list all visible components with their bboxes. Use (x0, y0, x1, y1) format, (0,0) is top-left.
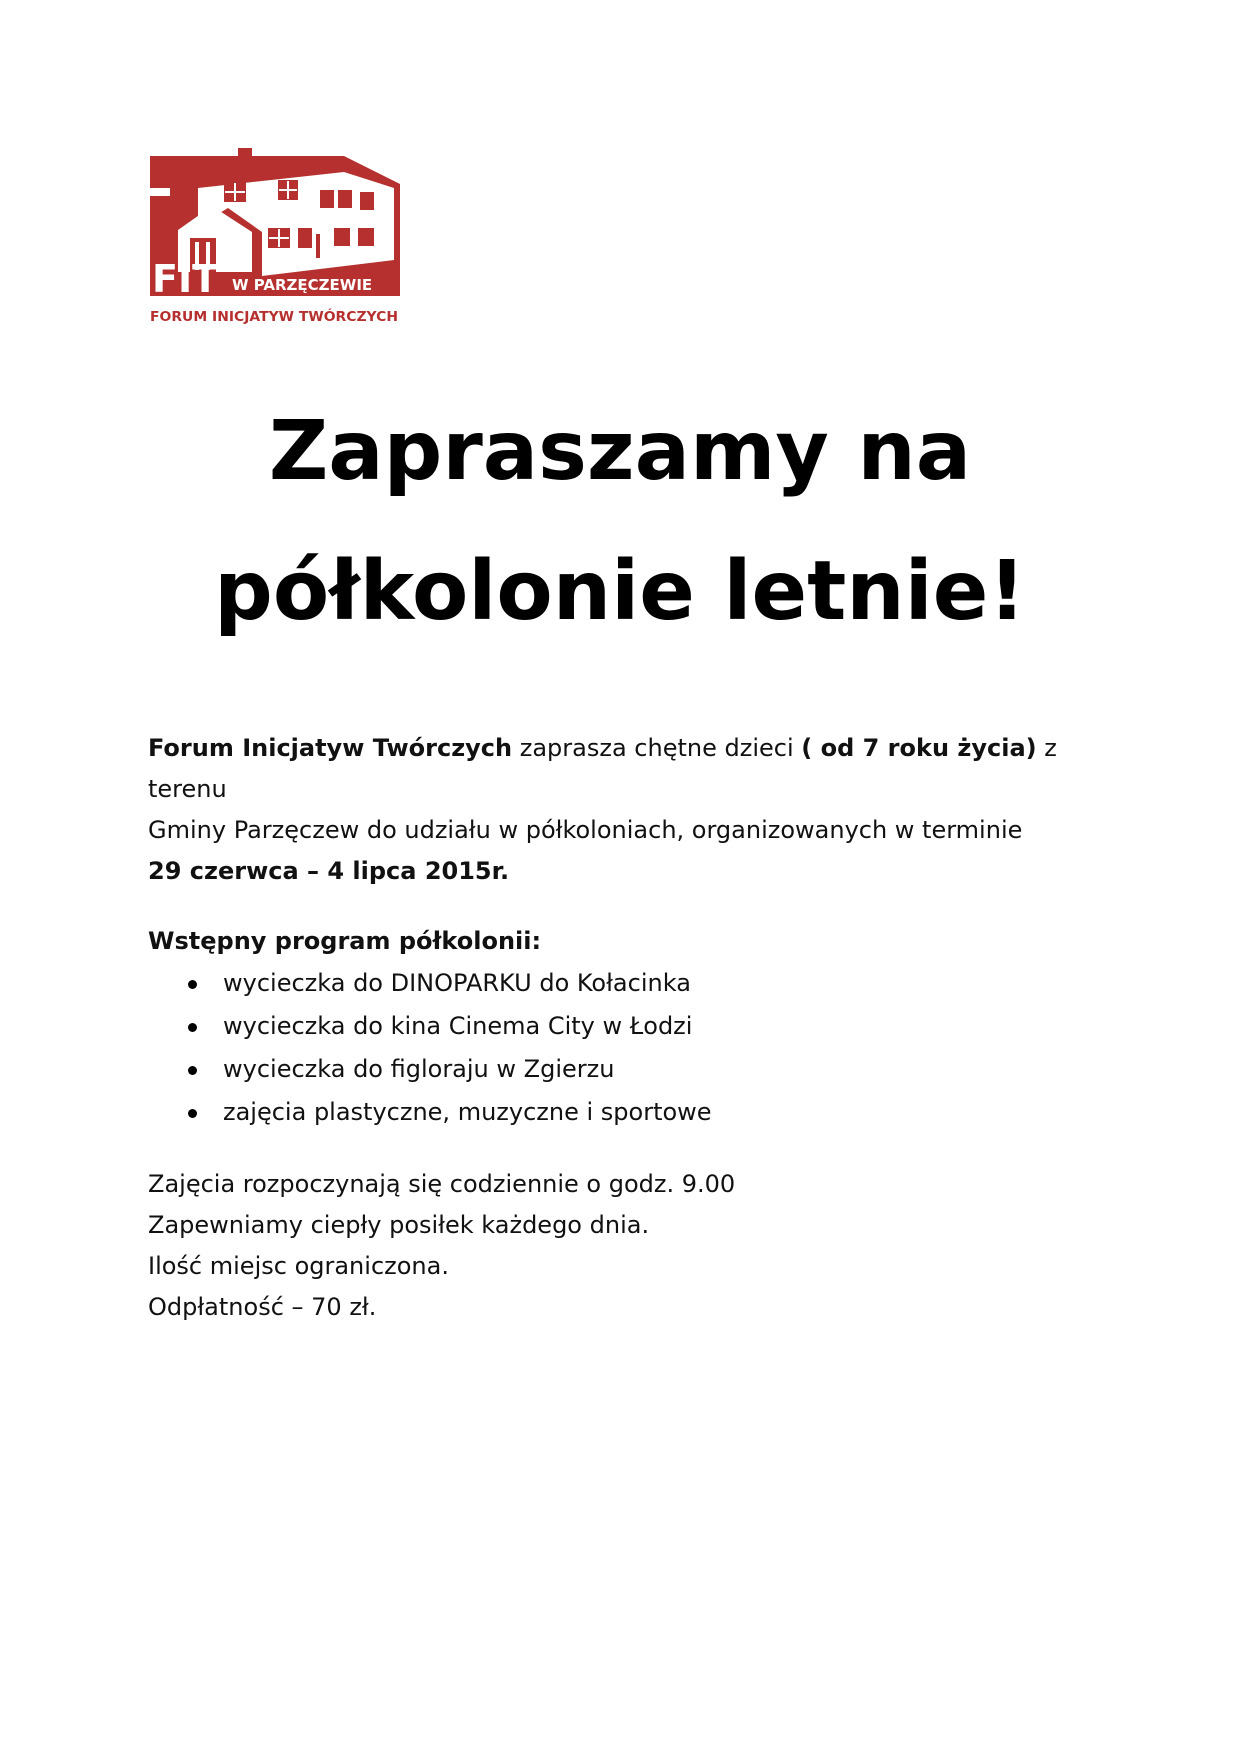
document-body (148, 728, 1108, 1328)
title-line-2: półkolonie letnie! (214, 544, 1026, 639)
intro-text-b: z terenu (148, 734, 1057, 803)
title-line-1: Zapraszamy na (268, 404, 972, 499)
program-heading: Wstępny program półkolonii: (148, 927, 542, 955)
list-item: zajęcia plastyczne, muzyczne i sportowe (148, 1091, 1108, 1134)
info-limited-places: Ilość miejsc ograniczona. (148, 1252, 449, 1280)
intro-paragraph (148, 728, 1108, 810)
bullet-icon (188, 1066, 197, 1075)
event-dates: 29 czerwca – 4 lipca 2015r. (148, 857, 510, 885)
list-item: wycieczka do DINOPARKU do Kołacinka (148, 962, 1108, 1005)
logo-house-graphic (148, 148, 400, 338)
spacer (148, 892, 1108, 921)
program-list (148, 962, 1108, 1134)
logo (148, 148, 400, 338)
bullet-icon (188, 980, 197, 989)
logo-full-name: FORUM INICJATYW TWÓRCZYCH (150, 309, 393, 325)
logo-mark: FIT (152, 257, 219, 301)
list-item: wycieczka do kina Cinema City w Łodzi (148, 1005, 1108, 1048)
intro-text-a: zaprasza chętne dzieci (512, 734, 802, 762)
logo-place: W PARZĘCZEWIE (232, 276, 373, 294)
info-start-time: Zajęcia rozpoczynają się codziennie o godz. 9.00 (148, 1170, 736, 1198)
info-fee: Odpłatność – 70 zł. (148, 1293, 377, 1321)
org-name: Forum Inicjatyw Twórczych (148, 734, 513, 762)
age-requirement: ( od 7 roku życia) (801, 734, 1037, 762)
list-item: wycieczka do figloraju w Zgierzu (148, 1048, 1108, 1091)
info-meal: Zapewniamy ciepły posiłek każdego dnia. (148, 1211, 650, 1239)
bullet-icon (188, 1109, 197, 1118)
intro-line-2: Gminy Parzęczew do udziału w półkoloniach, organizowanych w terminie (148, 816, 1023, 844)
page-title (0, 382, 1240, 662)
bullet-icon (188, 1023, 197, 1032)
spacer (148, 1134, 1108, 1164)
